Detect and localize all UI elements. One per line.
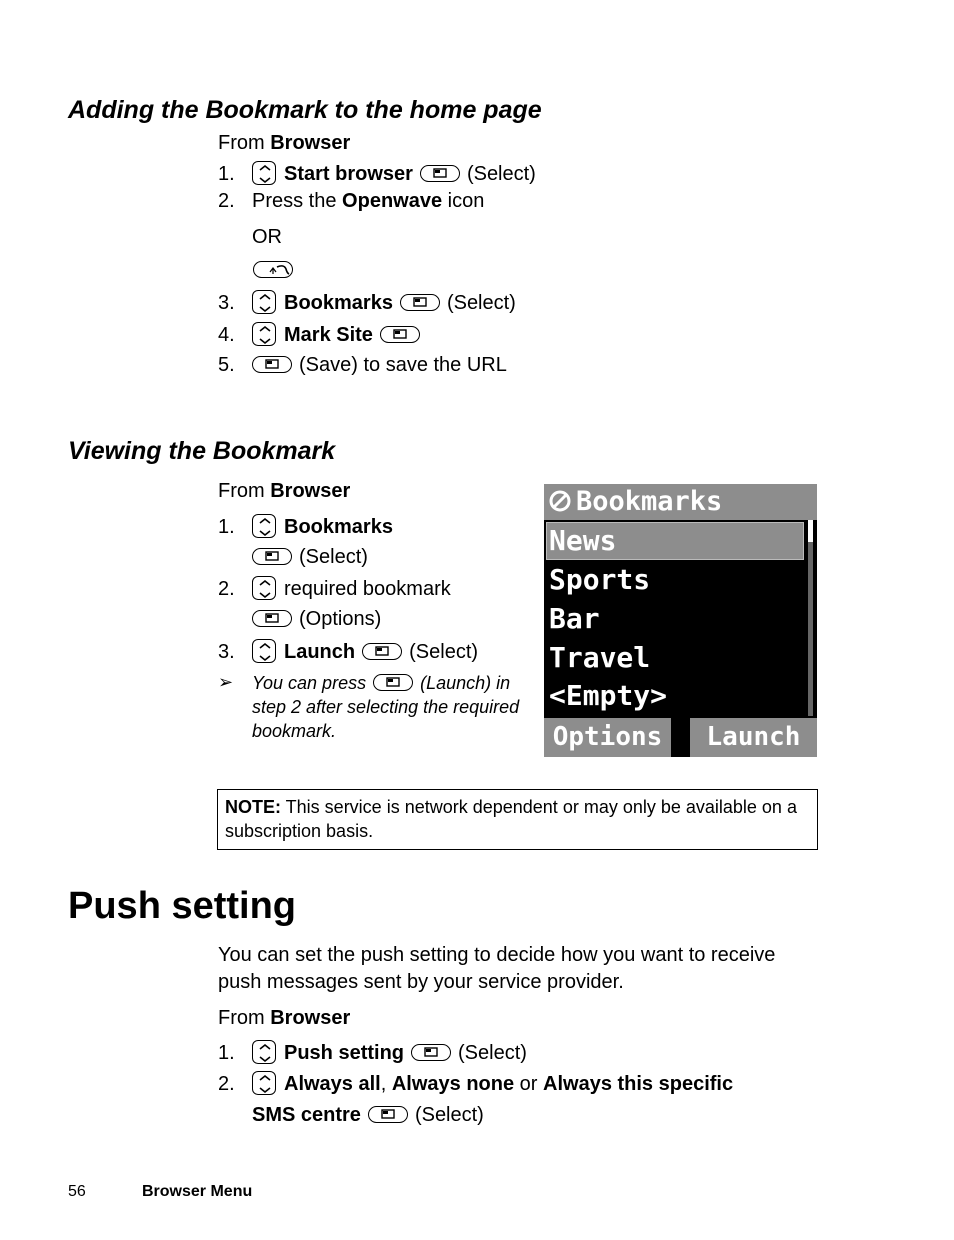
intro-line-2: push messages sent by your service provider. [218,971,624,993]
step-1-cont: (Select) [252,545,368,569]
step-4: 4. Mark Site [218,322,427,347]
soft-key-icon [411,1044,451,1061]
nav-key-icon [252,290,276,314]
step-3: 3. Bookmarks (Select) [218,292,516,314]
footer-section: Browser Menu [142,1183,253,1200]
note-box [217,789,818,850]
bookmark-item[interactable]: Bar [549,602,600,635]
phone-screen [544,484,817,757]
tip-arrow-icon: ➢ [218,672,234,692]
options-softkey[interactable]: Options [544,718,671,757]
soft-key-icon [252,610,292,627]
page-number: 56 [68,1183,86,1200]
nav-key-icon [252,639,276,663]
from-line: From Browser [218,1007,351,1029]
bookmark-item[interactable]: <Empty> [549,679,668,712]
nav-key-icon [252,322,276,346]
step-2-cont: SMS centre (Select) [252,1104,484,1126]
nav-key-icon [252,576,276,600]
nav-key-icon [252,161,276,185]
step-1: 1. Start browser (Select) [218,163,536,185]
soft-key-icon [362,643,402,660]
nav-key-icon [252,1071,276,1095]
soft-key-icon [252,548,292,565]
bookmark-item[interactable]: Sports [549,563,651,596]
tip-line-1: You can press (Launch) in [252,673,511,693]
page-heading: Push setting [68,885,297,927]
soft-key-icon [252,356,292,373]
from-line: From Browser [218,480,351,502]
bookmark-item[interactable]: News [549,524,617,557]
section-heading: Adding the Bookmark to the home page [68,96,542,124]
from-line: From Browser [218,132,351,154]
step-2: 2. Always all, Always none or Always this specific [218,1073,734,1095]
step-5: 5. (Save) to save the URL [218,354,507,376]
step-2: 2. required bookmark [218,578,451,600]
openwave-icon [548,489,572,513]
soft-key-icon [380,326,420,343]
step-3: 3. Launch (Select) [218,641,479,663]
or-label: OR [252,226,282,248]
end-key-icon [253,261,293,283]
nav-key-icon [252,514,276,538]
step-1: 1. Bookmarks [218,516,393,538]
scrollbar-thumb[interactable] [808,520,813,542]
step-2-cont: (Options) [252,607,381,631]
phone-title-bar [544,484,817,520]
soft-key-icon [368,1106,408,1123]
section-heading: Viewing the Bookmark [68,437,336,465]
soft-key-icon [373,674,413,691]
phone-title: Bookmarks [576,486,723,517]
note-label: NOTE: [225,797,281,817]
scrollbar[interactable] [808,520,813,716]
bookmark-item[interactable]: Travel [549,641,651,674]
launch-softkey[interactable]: Launch [690,718,817,757]
tip-line-3: bookmark. [252,721,337,741]
step-2: 2. Press the Openwave icon [218,190,485,212]
soft-key-icon [400,294,440,311]
soft-key-icon [420,165,460,182]
tip-line-2: step 2 after selecting the required [252,697,520,717]
intro-line-1: You can set the push setting to decide how you want to receive [218,944,776,966]
nav-key-icon [252,1040,276,1064]
step-1: 1. Push setting (Select) [218,1042,527,1064]
note-text: This service is network dependent or may only be available on a subscription basis. [225,797,797,841]
